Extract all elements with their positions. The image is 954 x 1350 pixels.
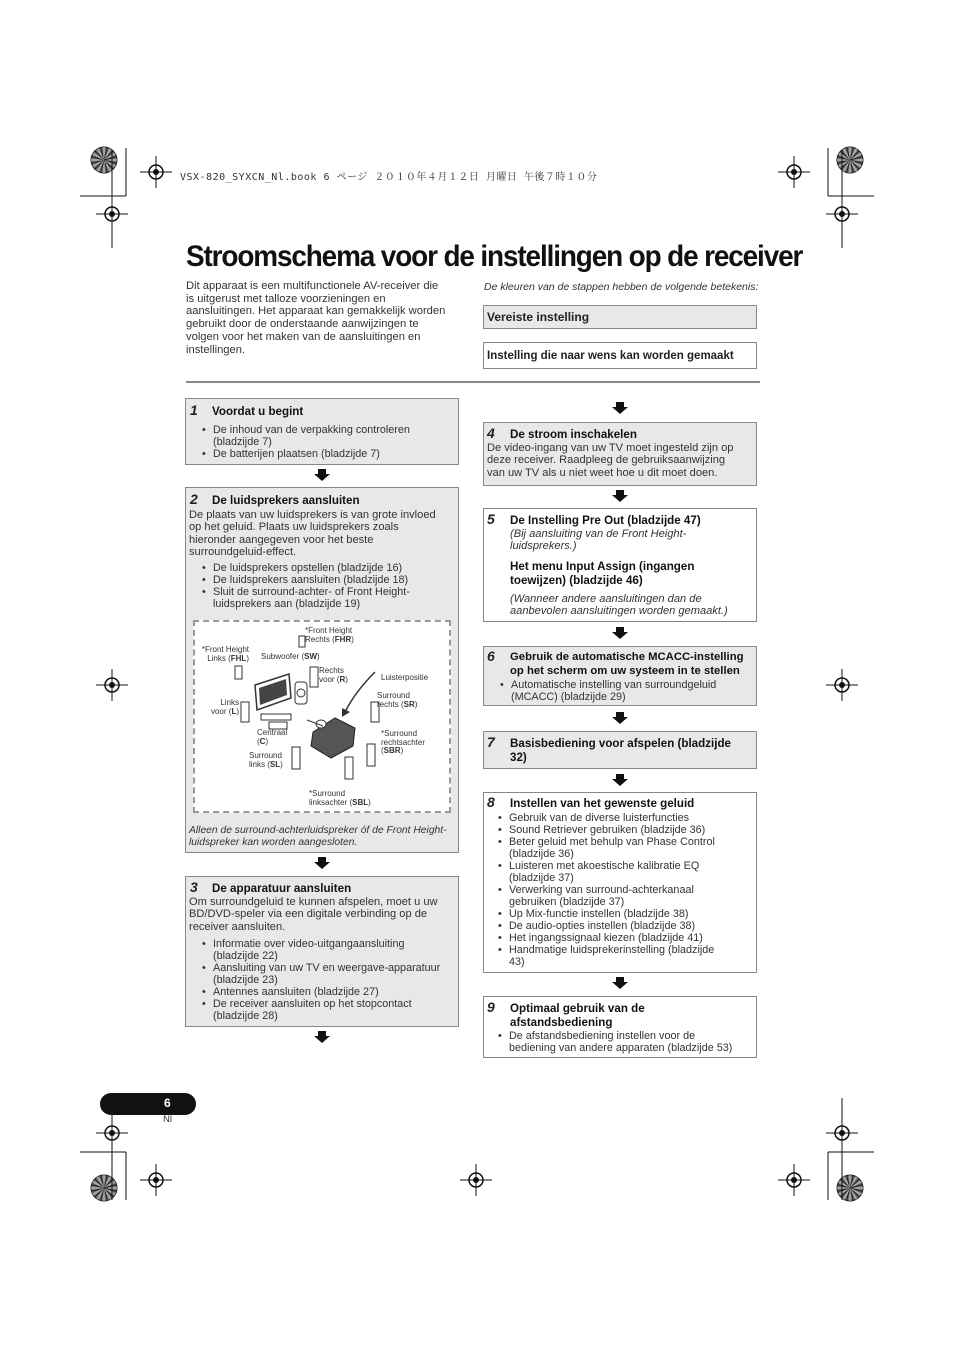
flow-arrow-down-icon [612,712,628,724]
list-item: • De inhoud van de verpakking controleren (bladzijde 7) [189,424,457,448]
list-item: • De luidsprekers opstellen (bladzijde 16) [189,562,457,574]
step-subtitle: Het menu Input Assign (ingangen toewijzen) (bladzijde 46) [510,560,695,587]
intro-line: aansluitingen. Het apparaat kan gemakkelijk worden [186,305,446,318]
step-title: Basisbediening voor afspelen (bladzijde 32) [510,737,731,764]
intro-paragraph [186,280,471,356]
list-item: • Gebruik van de diverse luisterfuncties [485,812,755,824]
step-title: Voordat u begint [212,405,304,418]
step-4-box [483,422,757,486]
step-bullets [487,679,755,703]
list-item: • Beter geluid met behulp van Phase Control (bladzijde 36) [485,836,755,860]
step-note: Alleen de surround-achterluidspreker óf de Front Height- luidspreker kan worden aangesloten. [189,825,447,848]
legend-required [483,305,757,329]
step-bullets [485,1030,757,1054]
step-5-box [483,508,757,622]
step-title: Instellen van het gewenste geluid [510,797,695,810]
step-number: 1 [190,402,198,418]
step-number: 6 [487,648,495,664]
step-title: De luidsprekers aansluiten [212,494,360,507]
list-item: • Handmatige luidsprekerinstelling (bladzijde 43) [485,944,755,968]
list-item: • De batterijen plaatsen (bladzijde 7) [189,448,457,460]
registration-dot [839,682,845,688]
step-number: 3 [190,879,198,895]
list-item: • Aansluiting van uw TV en weergave-apparatuur (bladzijde 23) [189,962,457,986]
step-bullets [485,812,755,968]
list-item: • Informatie over video-uitgangaansluiting (bladzijde 22) [189,938,457,962]
step-subnote: (Wanneer andere aansluitingen dan de aanbevolen aansluitingen worden gemaakt.) [510,593,728,618]
label-listening-position: Luisterpositie [381,673,429,682]
step-body: Om surroundgeluid te kunnen afspelen, moet u uw BD/DVD-speler via een digitale verbinding op de receiver aansluiten. [189,896,438,933]
intro-line: Dit apparaat is een multifunctionele AV-receiver die [186,280,439,292]
flow-arrow-down-icon [612,402,628,414]
legend-optional-label: Instelling die naar wens kan worden gemaakt [487,349,734,362]
list-item: • Sound Retriever gebruiken (bladzijde 36) [485,824,755,836]
step-number: 7 [487,734,495,750]
step-9-box [483,996,757,1058]
label-surround-right: Surround rechts (SR) [377,691,418,709]
label-surround-left: Surround links (SL) [249,751,283,769]
legend-required-label: Vereiste instelling [487,310,590,324]
page-number-tab [100,1093,196,1115]
flow-arrow-down-icon [612,627,628,639]
intro-line: is uitgerust met talloze voorzieningen en [186,292,386,305]
intro-line: instellingen. [186,343,246,356]
label-front-left: Links voor (L) [210,698,239,716]
label-sbl: *Surround linksachter (SBL) [309,789,371,807]
step-1-box [185,398,459,465]
list-item: • De receiver aansluiten op het stopcontact (bladzijde 28) [189,998,457,1022]
step-title: Optimaal gebruik van de afstandsbediening [510,1002,645,1029]
divider [186,381,760,383]
label-front-right: Rechts voor (R) [319,666,348,684]
step-bullets [189,562,457,610]
color-wheel-icon [91,1175,117,1201]
flow-arrow-down-icon [612,774,628,786]
flow-arrow-down-icon [314,857,330,869]
registration-dot [153,1177,159,1183]
step-2-box [185,487,459,853]
registration-dot [791,169,797,175]
legend-optional [483,342,757,369]
flow-arrow-down-icon [612,490,628,502]
label-fhl: *Front Height Links (FHL) [201,645,249,663]
language-code: Nl [163,1114,172,1125]
step-7-box [483,731,757,769]
step-number: 5 [487,511,495,527]
color-wheel-icon [837,147,863,173]
list-item: • De audio-opties instellen (bladzijde 38) [485,920,755,932]
step-body: De video-ingang van uw TV moet ingesteld zijn op deze receiver. Raadpleeg de gebruiksaanwijzing van uw TV als u niet weet hoe u dit moet doen. [487,442,734,479]
list-item: • Het ingangssignaal kiezen (bladzijde 41) [485,932,755,944]
list-item: • Automatische instelling van surroundgeluid (MCACC) (bladzijde 29) [487,679,755,703]
flow-arrow-down-icon [314,469,330,481]
color-wheel-icon [837,1175,863,1201]
page-number: 6 [164,1096,171,1110]
label-center: Centraal (C) [257,728,288,746]
color-wheel-icon [91,147,117,173]
legend-caption: De kleuren van de stappen hebben de volgende betekenis: [484,281,759,293]
print-header: VSX-820_SYXCN_Nl.book 6 ページ ２０１０年４月１２日 月曜日 午後７時１０分 [180,172,598,183]
registration-dot [109,682,115,688]
step-title: De Instelling Pre Out (bladzijde 47) [510,514,701,527]
list-item: • De luidsprekers aansluiten (bladzijde 18) [189,574,457,586]
step-bullets [189,938,457,1022]
step-title: De stroom inschakelen [510,428,637,441]
list-item: • De afstandsbediening instellen voor de bediening van andere apparaten (bladzijde 53) [485,1030,757,1054]
step-subnote: (Bij aansluiting van de Front Height- luidsprekers.) [510,528,687,553]
step-number: 2 [190,491,198,507]
step-8-box [483,792,757,973]
label-sbr: *Surround rechtsachter (SBR) [381,729,426,755]
label-fhr: *Front Height Rechts (FHR) [305,626,354,644]
step-bullets [189,424,457,460]
flow-arrow-down-icon [612,977,628,989]
step-body: De plaats van uw luidsprekers is van grote invloed op het geluid. Plaats uw luidsprekers zoals hieronder aangegeven voor het beste surroundgeluid-effect. [189,509,436,559]
list-item: • Sluit de surround-achter- of Front Height- luidsprekers aan (bladzijde 19) [189,586,457,610]
speaker-layout-diagram [193,620,451,813]
list-item: • Up Mix-functie instellen (bladzijde 38) [485,908,755,920]
list-item: • Antennes aansluiten (bladzijde 27) [189,986,457,998]
step-title: Gebruik de automatische MCACC-instelling op het scherm om uw systeem in te stellen [510,651,744,677]
step-number: 9 [487,999,495,1015]
step-number: 4 [487,425,495,441]
list-item: • Luisteren met akoestische kalibratie EQ (bladzijde 37) [485,860,755,884]
intro-line: gebruikt door de onderstaande aanwijzingen te [186,318,419,331]
intro-line: volgen voor het maken van de aansluitingen en [186,330,421,343]
step-title: De apparatuur aansluiten [212,882,352,895]
registration-dot [473,1177,479,1183]
step-number: 8 [487,794,495,810]
registration-dot [153,169,159,175]
flow-arrow-down-icon [314,1031,330,1043]
step-6-box [483,646,757,706]
list-item: • Verwerking van surround-achterkanaal gebruiken (bladzijde 37) [485,884,755,908]
label-subwoofer: Subwoofer (SW) [261,652,320,661]
page-title: Stroomschema voor de instellingen op de receiver [186,240,803,273]
step-3-box [185,876,459,1027]
registration-dot [791,1177,797,1183]
